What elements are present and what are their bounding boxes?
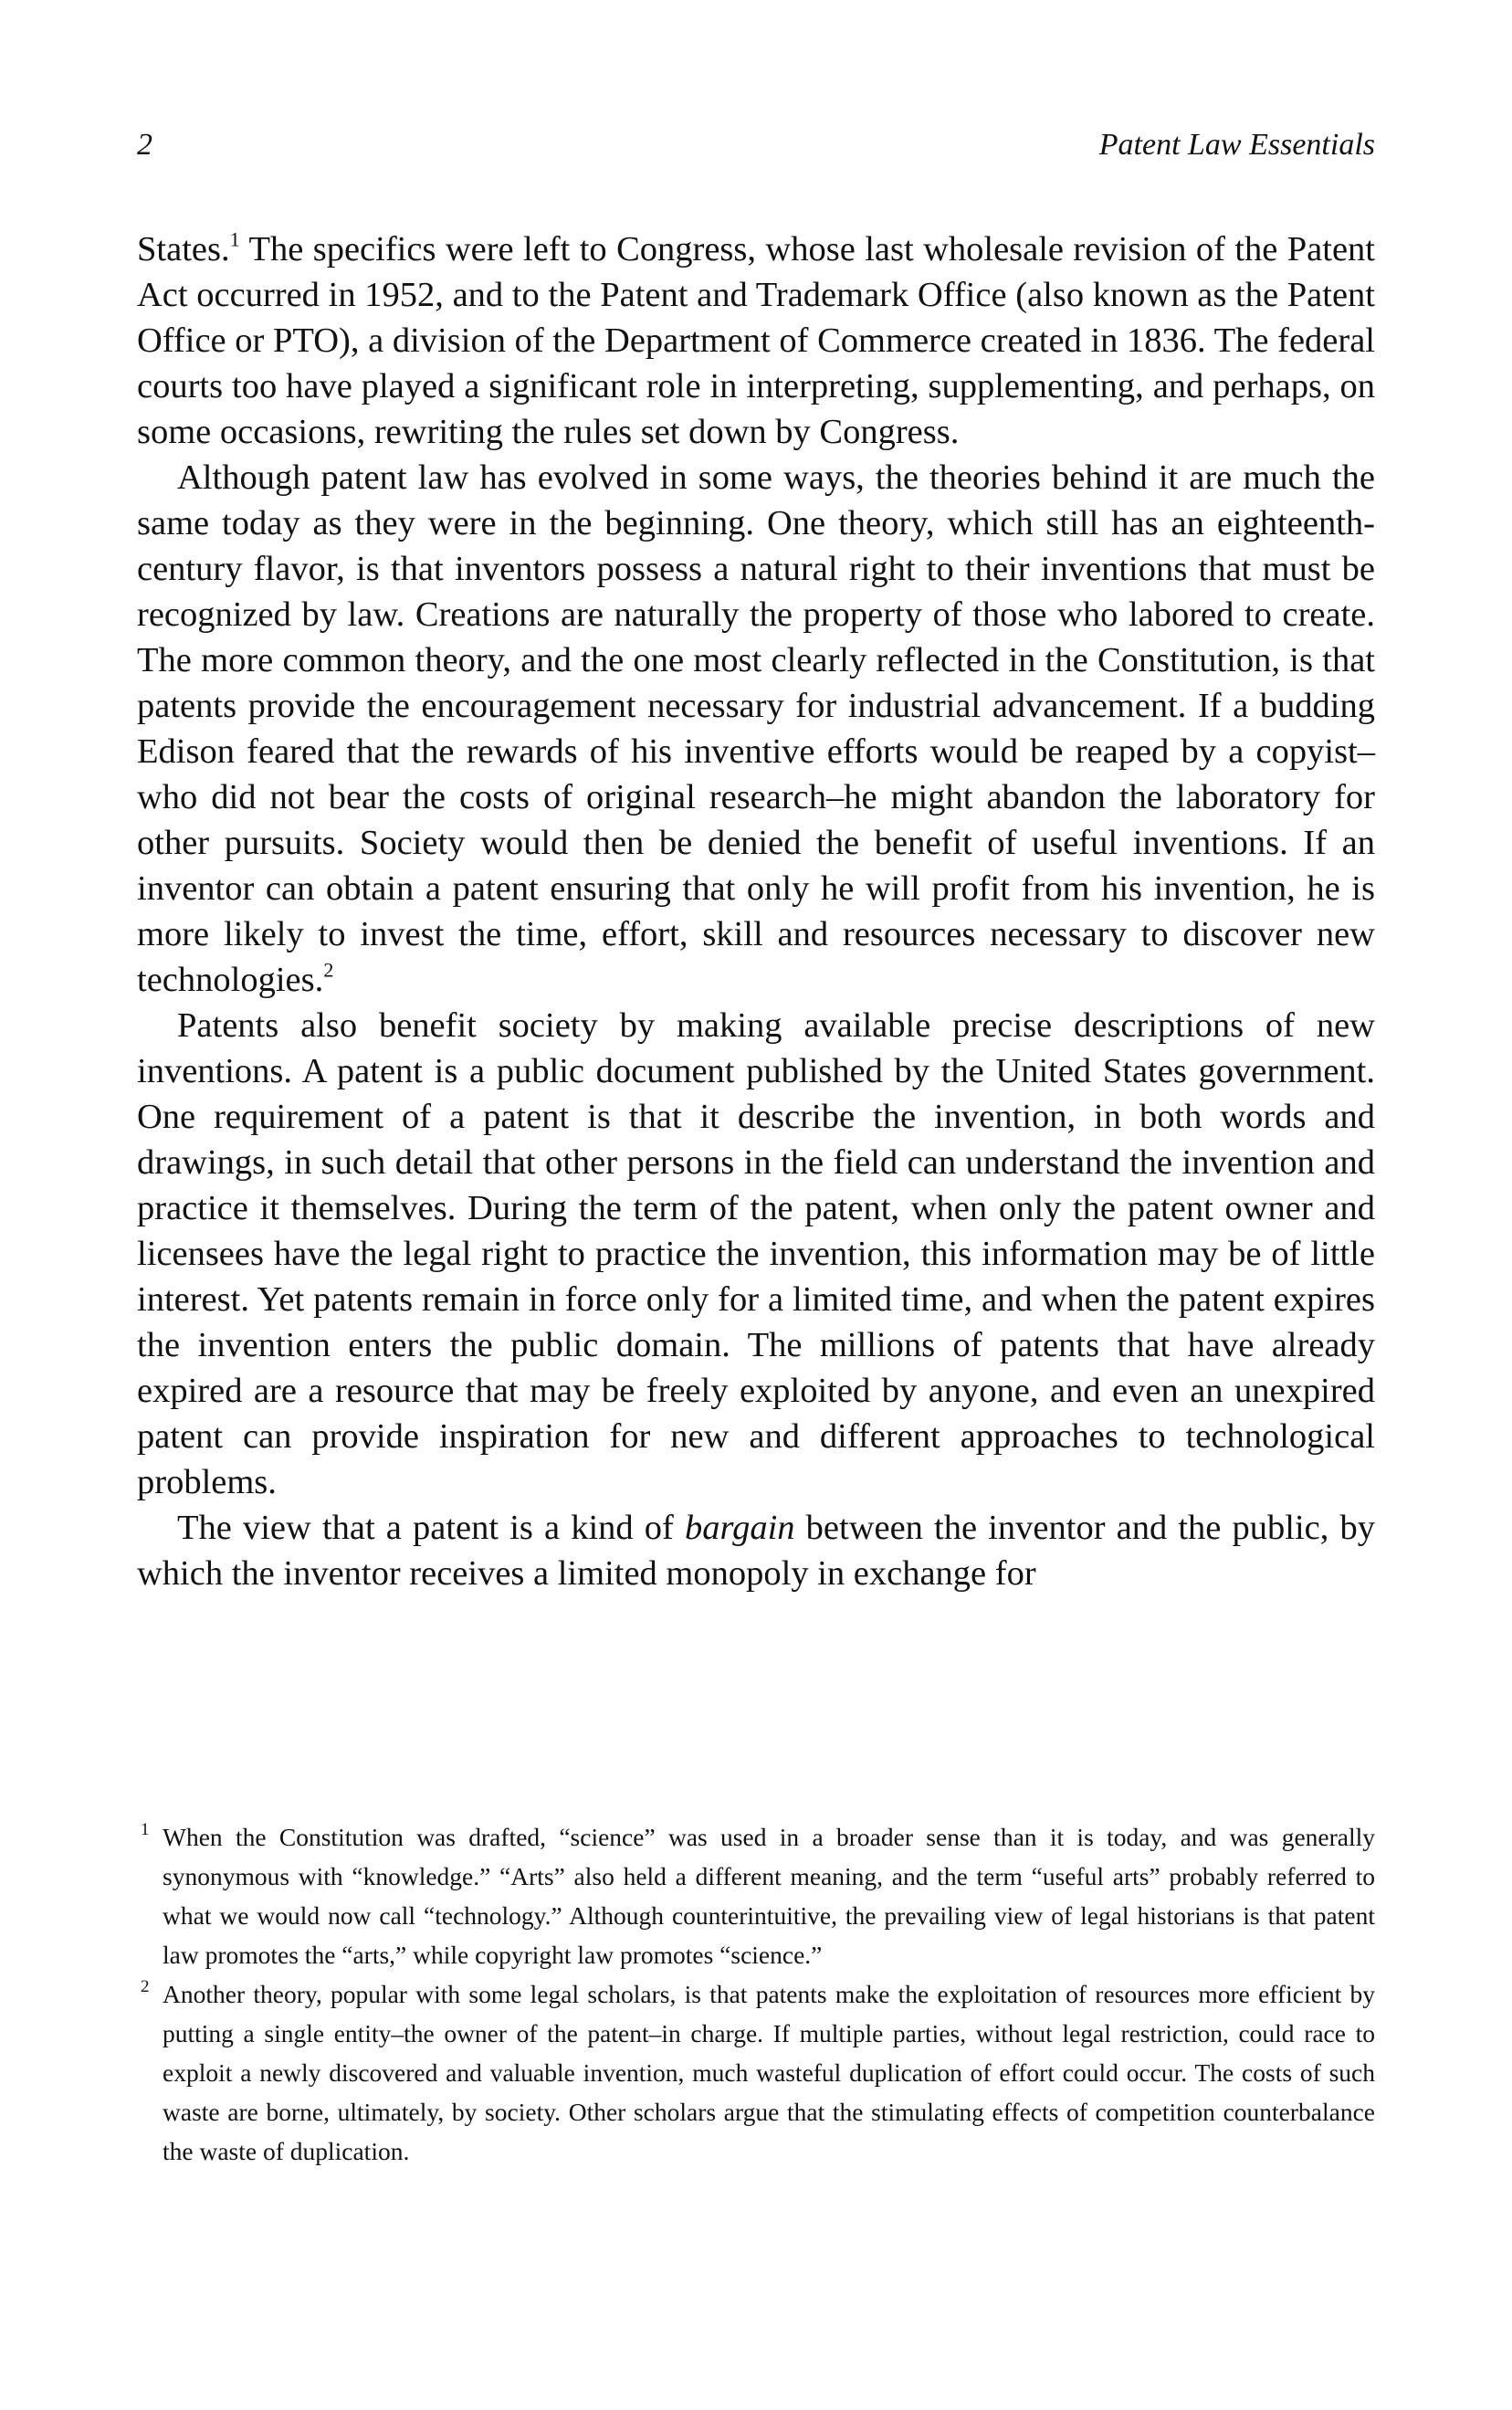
running-head: [137, 128, 1375, 174]
page-number: 2: [137, 128, 152, 162]
paragraph-4: [137, 1505, 1375, 1596]
paragraph-4-emphasis: bargain: [685, 1509, 795, 1547]
paragraph-1: [137, 226, 1375, 455]
paragraph-4-before: The view that a patent is a kind of: [177, 1509, 686, 1547]
footnote-2-mark: 2: [141, 1977, 150, 1996]
body-text: [137, 226, 1375, 1596]
footnotes: [137, 1817, 1375, 2171]
footnote-ref-1[interactable]: 1: [229, 227, 240, 251]
paragraph-2: [137, 455, 1375, 1003]
paragraph-2-text: Although patent law has evolved in some ways, the theories behind it are much the same today as they were in the beginning. One theory, which still has an eighteenth-century flavor, is that inventors possess a natural right to their inventions that must be recognized by law. Creations are naturally the property of those who labored to create. The more common theory, and the one most clearly reflected in the Constitution, is that patents provide the encouragement necessary for industrial advancement. If a budding Edison feared that the rewards of his inventive efforts would be reaped by a copyist–who did not bear the costs of original research–he might abandon the laboratory for other pursuits. Society would then be denied the benefit of useful inventions. If an inventor can obtain a patent ensuring that only he will profit from his invention, he is more likely to invest the time, effort, skill and resources necessary to discover new technologies.: [137, 458, 1375, 999]
footnote-ref-2[interactable]: 2: [323, 958, 334, 982]
footnote-1: [137, 1817, 1375, 1974]
paragraph-1-lead: States.: [137, 230, 230, 268]
paragraph-3-text: Patents also benefit society by making available precise descriptions of new inventions. A patent is a public document published by the United States government. One requirement of a patent is that it describe the invention, in both words and drawings, in such detail that other persons in the field can understand the invention and practice it themselves. During the term of the patent, when only the patent owner and licensees have the legal right to practice the invention, this information may be of little interest. Yet patents remain in force only for a limited time, and when the patent expires the invention enters the public domain. The millions of patents that have already expired are a resource that may be freely exploited by anyone, and even an unexpired patent can provide inspiration for new and different approaches to technological problems.: [137, 1006, 1375, 1501]
footnote-1-text: When the Constitution was drafted, “science” was used in a broader sense than it is today, and was generally synonymous with “knowledge.” “Arts” also held a different meaning, and the term “useful arts” probably referred to what we would now call “technology.” Although counterintuitive, the prevailing view of legal historians is that patent law promotes the “arts,” while copyright law promotes “science.”: [163, 1823, 1375, 1969]
book-title: Patent Law Essentials: [1098, 128, 1375, 162]
footnote-2: [137, 1974, 1375, 2171]
paragraph-1-text: The specifics were left to Congress, whose last wholesale revision of the Patent Act occurred in 1952, and to the Patent and Trademark Office (also known as the Patent Office or PTO), a division of the Department of Commerce created in 1836. The federal courts too have played a significant role in interpreting, supplementing, and perhaps, on some occasions, rewriting the rules set down by Congress.: [137, 230, 1375, 451]
paragraph-3: [137, 1003, 1375, 1505]
footnote-2-text: Another theory, popular with some legal scholars, is that patents make the exploitation of resources more efficient by putting a single entity–the owner of the patent–in charge. If multiple parties, without legal restriction, could race to exploit a newly discovered and valuable invention, much wasteful duplication of effort could occur. The costs of such waste are borne, ultimately, by society. Other scholars argue that the stimulating effects of competition counterbalance the waste of duplication.: [163, 1980, 1375, 2165]
paragraph-4-after: between the inventor and the public, by which the inventor receives a limited monopoly in exchange for: [137, 1509, 1375, 1593]
footnote-1-mark: 1: [141, 1820, 150, 1839]
